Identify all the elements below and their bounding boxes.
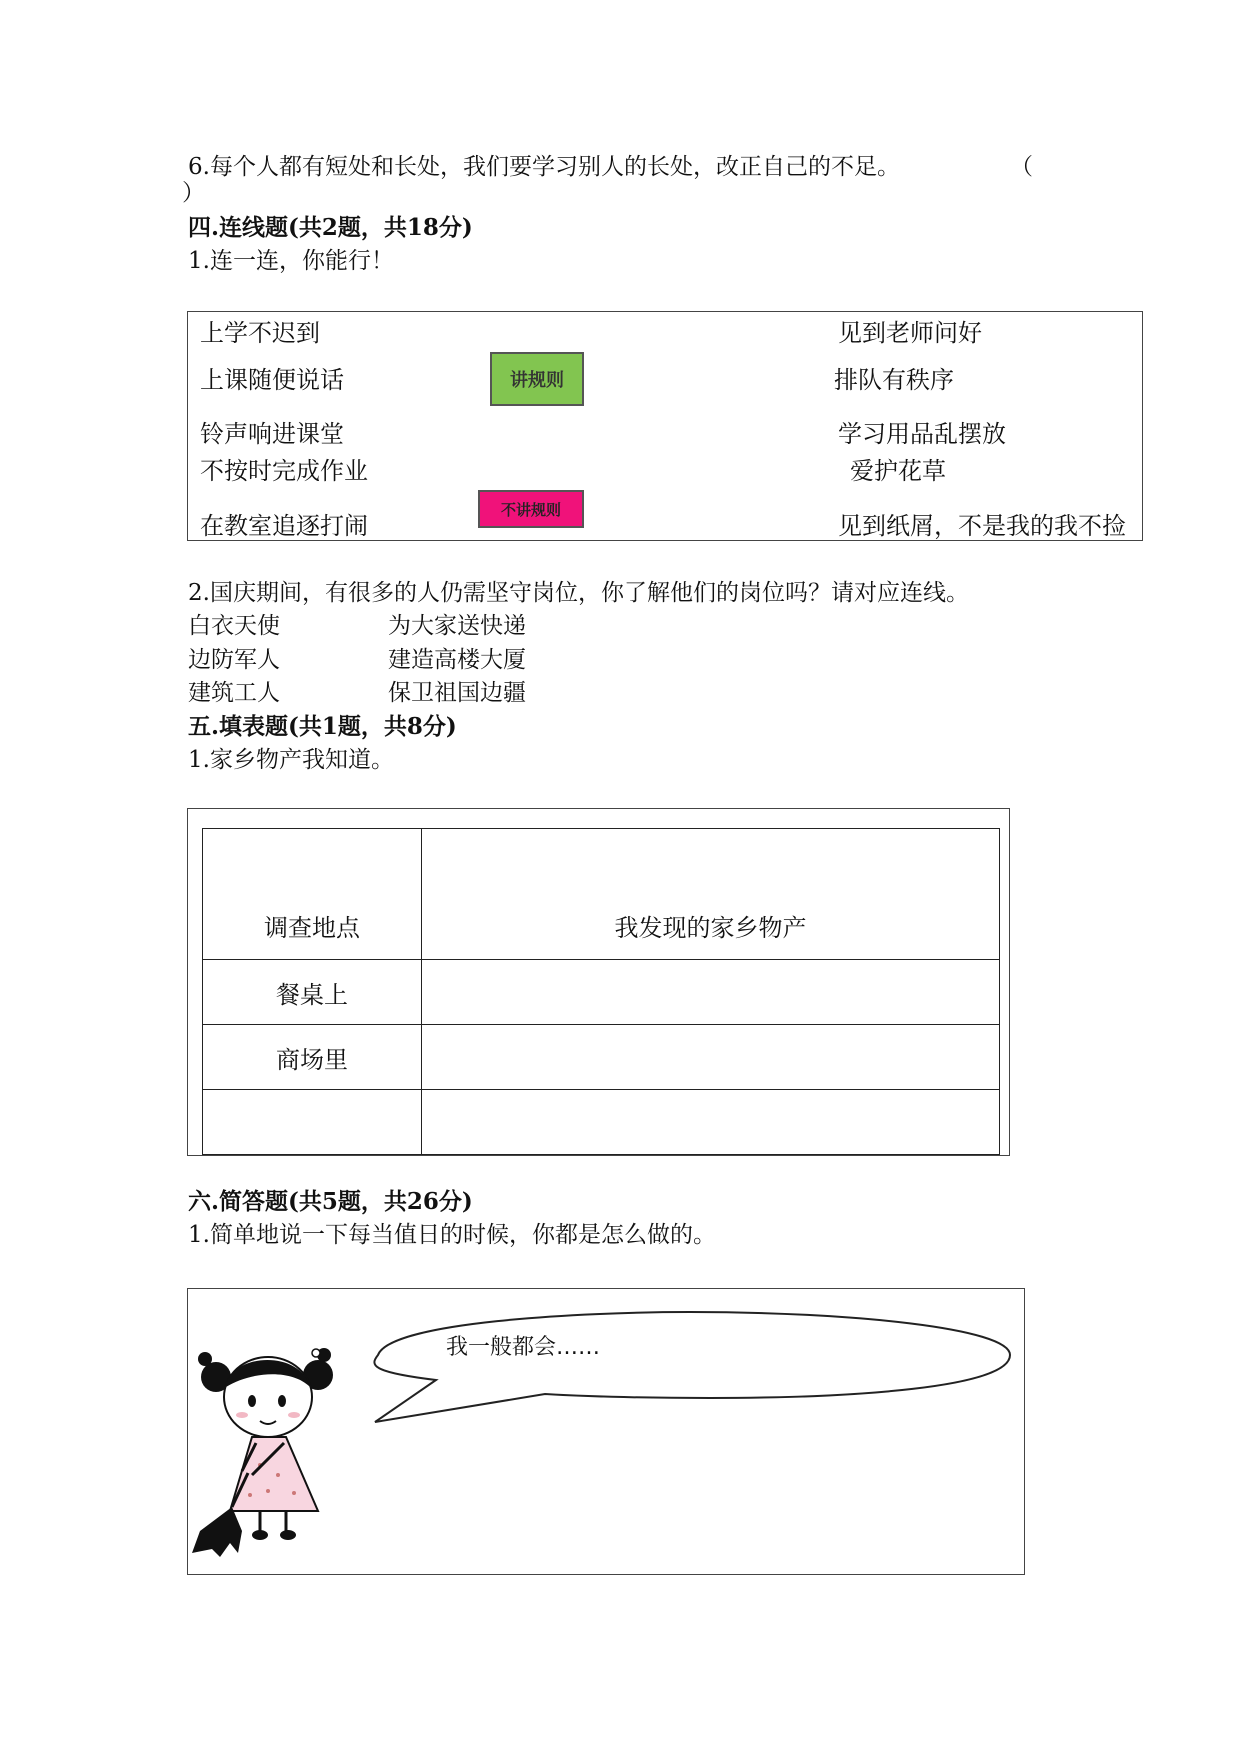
section-5-q1-prompt: 1.家乡物产我知道。 [188, 747, 394, 773]
table-row-location[interactable] [203, 1090, 422, 1155]
table-row-answer[interactable] [422, 960, 1000, 1025]
header-location: 调查地点 [203, 829, 422, 960]
section-6-title: 六.简答题(共5题，共26分) [188, 1188, 473, 1215]
post-left-item: 边防军人 [188, 647, 280, 673]
answer-paren-open: （ [1010, 154, 1033, 180]
match-left-item: 在教室追逐打闹 [200, 512, 368, 540]
table-row-answer[interactable] [422, 1025, 1000, 1090]
post-right-item: 建造高楼大厦 [388, 647, 526, 673]
match-left-item: 不按时完成作业 [200, 457, 368, 485]
section-4-q2-prompt: 2.国庆期间，有很多的人仍需坚守岗位，你了解他们的岗位吗？请对应连线。 [188, 580, 969, 606]
table-row-answer[interactable] [422, 1090, 1000, 1155]
post-left-item: 白衣天使 [188, 613, 280, 639]
section-4-title: 四.连线题(共2题，共18分) [188, 214, 473, 241]
match-right-item: 排队有秩序 [834, 366, 954, 394]
girl-sweeping-illustration [190, 1335, 360, 1560]
survey-table [202, 828, 1000, 1155]
post-right-item: 为大家送快递 [388, 613, 526, 639]
match-right-item: 学习用品乱摆放 [838, 420, 1006, 448]
post-left-item: 建筑工人 [188, 680, 280, 706]
header-products: 我发现的家乡物产 [422, 829, 1000, 960]
match-left-item: 上学不迟到 [200, 319, 320, 347]
no-rules-badge: 不讲规则 [478, 490, 584, 528]
post-right-item: 保卫祖国边疆 [388, 680, 526, 706]
table-row-location: 餐桌上 [203, 960, 422, 1025]
table-row-location: 商场里 [203, 1025, 422, 1090]
answer-paren-close: ） [182, 180, 205, 206]
rules-badge: 讲规则 [490, 352, 584, 406]
section-4-q1-prompt: 1.连一连，你能行！ [188, 248, 394, 274]
match-right-item: 爱护花草 [850, 457, 946, 485]
bubble-text: 我一般都会…… [446, 1335, 601, 1360]
match-left-item: 上课随便说话 [200, 366, 344, 394]
section-5-title: 五.填表题(共1题，共8分) [188, 713, 457, 740]
match-left-item: 铃声响进课堂 [200, 420, 344, 448]
speech-bubble [330, 1310, 1020, 1432]
match-right-item: 见到纸屑，不是我的我不捡 [838, 512, 1126, 540]
section-6-q1-prompt: 1.简单地说一下每当值日的时候，你都是怎么做的。 [188, 1222, 716, 1248]
match-right-item: 见到老师问好 [838, 319, 982, 347]
question-6-text: 6.每个人都有短处和长处，我们要学习别人的长处，改正自己的不足。 [188, 154, 900, 180]
